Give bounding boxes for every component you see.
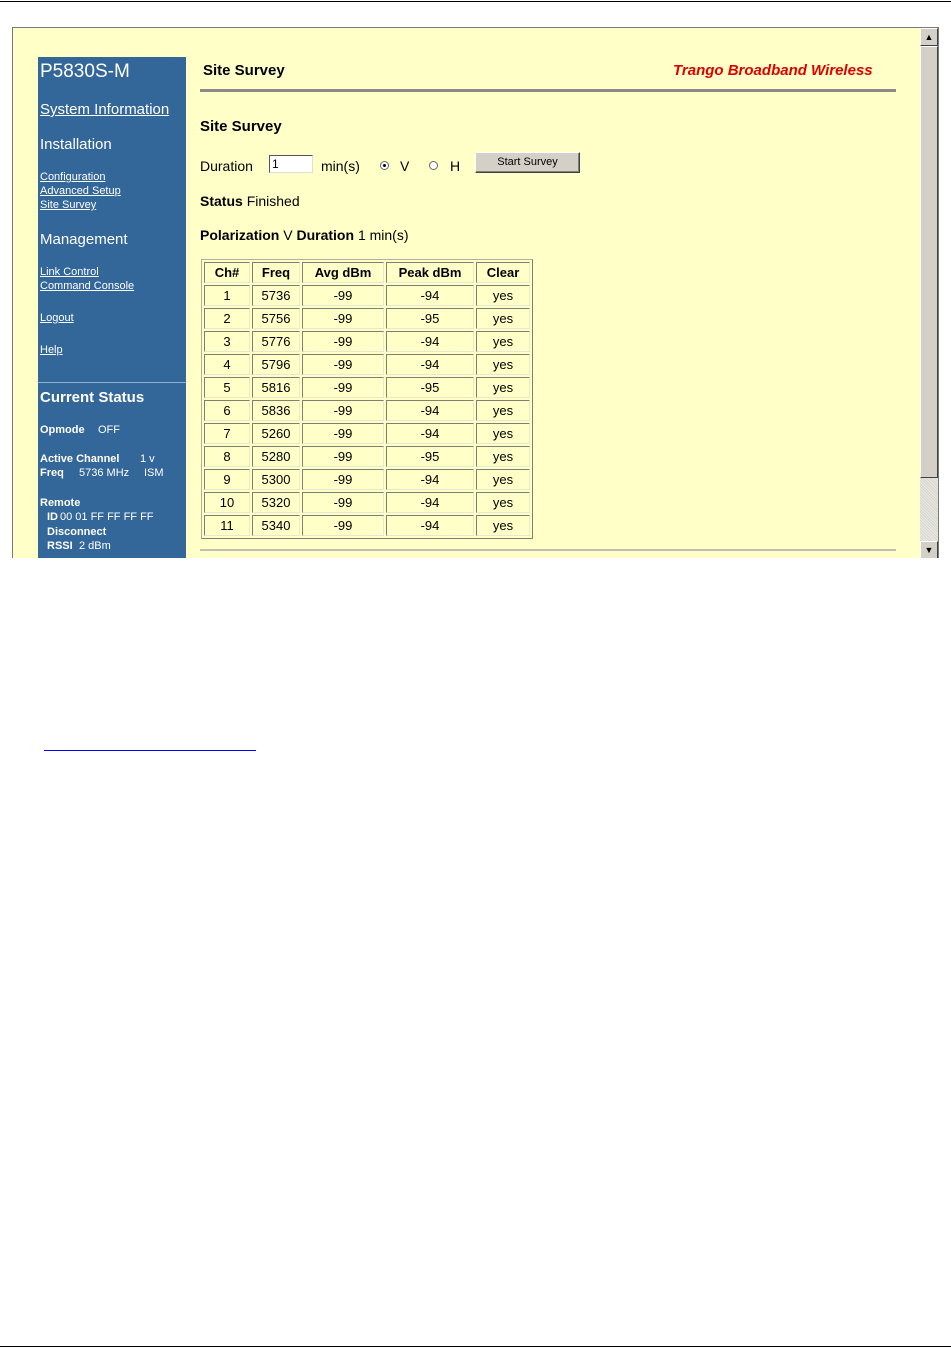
- sidebar-link-logout[interactable]: Logout: [40, 312, 74, 324]
- duration-unit: min(s): [321, 158, 360, 174]
- col-header-clear: Clear: [476, 262, 530, 283]
- sidebar: [38, 57, 186, 558]
- table-row: [204, 400, 530, 421]
- sidebar-heading-management: Management: [40, 231, 128, 248]
- table-cell: -94: [386, 515, 474, 536]
- col-header-freq: Freq: [252, 262, 300, 283]
- col-header-avg-dbm: Avg dBm: [302, 262, 384, 283]
- table-cell: yes: [476, 331, 530, 352]
- table-cell: yes: [476, 492, 530, 513]
- table-cell: -94: [386, 423, 474, 444]
- duration-result-value: 1 min(s): [357, 227, 409, 243]
- table-cell: 5: [204, 377, 250, 398]
- table-cell: -99: [302, 400, 384, 421]
- title-divider: [200, 89, 896, 92]
- table-cell: 8: [204, 446, 250, 467]
- table-body: [204, 285, 530, 536]
- table-row: [204, 515, 530, 536]
- table-cell: 5340: [252, 515, 300, 536]
- table-cell: 5816: [252, 377, 300, 398]
- sidebar-link-command-console[interactable]: Command Console: [40, 280, 135, 292]
- remote-label: Remote: [40, 497, 81, 509]
- site-survey-table: [201, 259, 533, 539]
- section-heading: Site Survey: [200, 118, 282, 135]
- table-cell: yes: [476, 285, 530, 306]
- opmode-label: Opmode: [40, 424, 85, 436]
- duration-result-label: Duration: [296, 227, 355, 243]
- table-cell: -99: [302, 308, 384, 329]
- table-cell: 6: [204, 400, 250, 421]
- table-cell: 5280: [252, 446, 300, 467]
- table-cell: -99: [302, 446, 384, 467]
- sidebar-link-system-information[interactable]: System Information: [40, 101, 170, 118]
- polarization-h-radio[interactable]: [429, 161, 438, 170]
- start-survey-button[interactable]: Start Survey: [475, 152, 580, 173]
- sidebar-link-help[interactable]: Help: [40, 344, 63, 356]
- table-cell: yes: [476, 377, 530, 398]
- table-cell: -94: [386, 331, 474, 352]
- table-cell: 5260: [252, 423, 300, 444]
- table-cell: 4: [204, 354, 250, 375]
- table-cell: -94: [386, 469, 474, 490]
- table-header-row: [204, 262, 530, 283]
- table-row: [204, 354, 530, 375]
- current-status-heading: Current Status: [40, 389, 145, 406]
- table-cell: -99: [302, 515, 384, 536]
- table-row: [204, 308, 530, 329]
- table-cell: -99: [302, 285, 384, 306]
- content-bottom-divider: [200, 549, 896, 551]
- device-model-title: P5830S-M: [40, 61, 130, 82]
- sidebar-heading-installation: Installation: [40, 136, 112, 153]
- status-label: Status: [200, 193, 243, 209]
- table-cell: -95: [386, 446, 474, 467]
- table-cell: 2: [204, 308, 250, 329]
- table-row: [204, 285, 530, 306]
- arrow-down-icon[interactable]: ▼: [920, 541, 938, 558]
- polarization-v-label: V: [400, 158, 410, 174]
- table-cell: 5836: [252, 400, 300, 421]
- remote-id-value: 00 01 FF FF FF FF: [60, 511, 154, 523]
- rssi-label: RSSI: [47, 540, 73, 552]
- polarization-line: [200, 227, 409, 243]
- duration-input[interactable]: [269, 155, 313, 173]
- page-bottom-rule: [0, 1346, 951, 1347]
- rssi-value: 2 dBm: [79, 540, 111, 552]
- table-cell: -94: [386, 492, 474, 513]
- sidebar-link-advanced-setup[interactable]: Advanced Setup: [40, 185, 121, 197]
- table-cell: -95: [386, 377, 474, 398]
- table-row: [204, 377, 530, 398]
- table-cell: 5300: [252, 469, 300, 490]
- col-header-peak-dbm: Peak dBm: [386, 262, 474, 283]
- table-cell: -99: [302, 492, 384, 513]
- status-value: Finished: [246, 193, 300, 209]
- table-cell: yes: [476, 446, 530, 467]
- freq-value: 5736 MHz: [79, 467, 130, 479]
- brand-name: Trango Broadband Wireless: [673, 62, 873, 79]
- table-row: [204, 331, 530, 352]
- table-cell: -94: [386, 400, 474, 421]
- active-channel-label: Active Channel: [40, 453, 120, 465]
- table-row: [204, 492, 530, 513]
- polarization-label: Polarization: [200, 227, 280, 243]
- sidebar-divider: [38, 382, 186, 383]
- col-header-channel: Ch#: [204, 262, 250, 283]
- table-cell: yes: [476, 423, 530, 444]
- status-line: [200, 193, 300, 209]
- table-cell: -99: [302, 423, 384, 444]
- table-cell: yes: [476, 308, 530, 329]
- table-cell: -94: [386, 354, 474, 375]
- disconnect-label: Disconnect: [47, 526, 107, 538]
- remote-id-label: ID: [47, 511, 58, 523]
- table-cell: 5756: [252, 308, 300, 329]
- table-cell: 11: [204, 515, 250, 536]
- freq-band: ISM: [144, 467, 164, 479]
- table-row: [204, 423, 530, 444]
- table-cell: yes: [476, 400, 530, 421]
- document-link-underline: [44, 750, 256, 751]
- polarization-value: V: [283, 227, 293, 243]
- table-row: [204, 446, 530, 467]
- table-cell: 5776: [252, 331, 300, 352]
- table-cell: -99: [302, 354, 384, 375]
- table-cell: yes: [476, 515, 530, 536]
- table-cell: yes: [476, 469, 530, 490]
- table-cell: 3: [204, 331, 250, 352]
- table-cell: -95: [386, 308, 474, 329]
- sidebar-link-link-control[interactable]: Link Control: [40, 266, 99, 278]
- freq-label: Freq: [40, 467, 64, 479]
- table-cell: -99: [302, 331, 384, 352]
- table-cell: -94: [386, 285, 474, 306]
- duration-label: Duration: [200, 158, 253, 174]
- page-title: Site Survey: [203, 62, 285, 79]
- table-row: [204, 469, 530, 490]
- opmode-value: OFF: [98, 424, 120, 436]
- table-cell: 5320: [252, 492, 300, 513]
- table-cell: yes: [476, 354, 530, 375]
- active-channel-value: 1 v: [140, 453, 155, 465]
- page-top-rule: [0, 1, 951, 2]
- arrow-up-icon[interactable]: ▲: [920, 28, 938, 46]
- table-cell: 1: [204, 285, 250, 306]
- polarization-h-label: H: [450, 158, 461, 174]
- sidebar-link-site-survey[interactable]: Site Survey: [40, 199, 97, 211]
- table-cell: 7: [204, 423, 250, 444]
- table-cell: -99: [302, 377, 384, 398]
- table-cell: -99: [302, 469, 384, 490]
- table-cell: 5796: [252, 354, 300, 375]
- vertical-scrollbar[interactable]: [920, 28, 938, 558]
- table-cell: 10: [204, 492, 250, 513]
- scrollbar-thumb[interactable]: [920, 46, 938, 478]
- sidebar-link-configuration[interactable]: Configuration: [40, 171, 106, 183]
- table-cell: 9: [204, 469, 250, 490]
- table-cell: 5736: [252, 285, 300, 306]
- browser-frame: [12, 27, 939, 558]
- polarization-v-radio[interactable]: [380, 161, 389, 170]
